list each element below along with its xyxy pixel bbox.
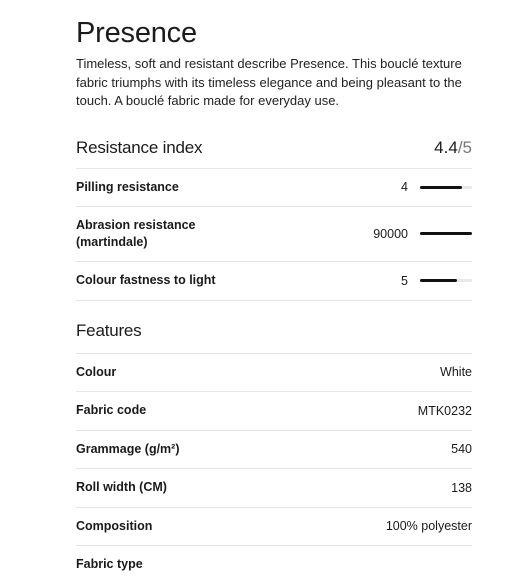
resistance-meter-group [401, 180, 472, 194]
features-header [76, 321, 472, 343]
feature-value: 100% polyester [385, 519, 472, 534]
features-list [76, 353, 472, 584]
features-title: Features [76, 320, 142, 340]
resistance-score [434, 138, 472, 158]
resistance-meter [420, 279, 472, 282]
resistance-meter [420, 232, 472, 235]
feature-row-fabric-type [76, 546, 472, 584]
feature-value: White [440, 365, 472, 380]
resistance-score-max: /5 [457, 137, 472, 157]
resistance-meter-fill [420, 232, 472, 235]
feature-label: Fabric type [76, 557, 143, 572]
resistance-meter-fill [420, 279, 457, 282]
resistance-header [76, 138, 472, 160]
feature-value: 540 [451, 442, 472, 457]
feature-row-fabric-code [76, 392, 472, 431]
feature-label: Roll width (CM) [76, 480, 167, 495]
resistance-value: 4 [401, 180, 408, 194]
resistance-title: Resistance index [76, 137, 203, 157]
resistance-row-abrasion [76, 207, 472, 262]
resistance-row-colour-fastness [76, 262, 472, 301]
feature-row-grammage [76, 431, 472, 470]
resistance-label: Abrasion resistance (martindale) [76, 217, 196, 249]
product-description: Timeless, soft and resistant describe Presence. This bouclé texture fabric triumphs with its timeless elegance and being pleasant to the touch. A bouclé fabric made for everyday use. [76, 56, 462, 108]
product-details [76, 0, 472, 584]
feature-row-roll-width [76, 469, 472, 508]
resistance-value: 5 [401, 273, 408, 288]
feature-label: Colour [76, 364, 117, 379]
resistance-value: 90000 [373, 226, 408, 241]
resistance-meter [420, 186, 472, 189]
resistance-meter-fill [420, 186, 462, 189]
resistance-meter-group [373, 227, 472, 241]
feature-label: Composition [76, 518, 153, 533]
feature-value: MTK0232 [417, 403, 472, 418]
feature-value: 138 [451, 480, 472, 495]
product-title: Presence [76, 17, 197, 49]
feature-label: Fabric code [76, 403, 147, 418]
resistance-label: Pilling resistance [76, 179, 179, 194]
resistance-list [76, 168, 472, 301]
resistance-meter-group [401, 274, 472, 288]
feature-label: Grammage (g/m²) [76, 441, 180, 456]
resistance-row-pilling [76, 169, 472, 207]
feature-row-colour [76, 354, 472, 393]
resistance-score-value: 4.4 [434, 137, 458, 157]
resistance-label: Colour fastness to light [76, 273, 216, 287]
feature-row-composition [76, 508, 472, 547]
